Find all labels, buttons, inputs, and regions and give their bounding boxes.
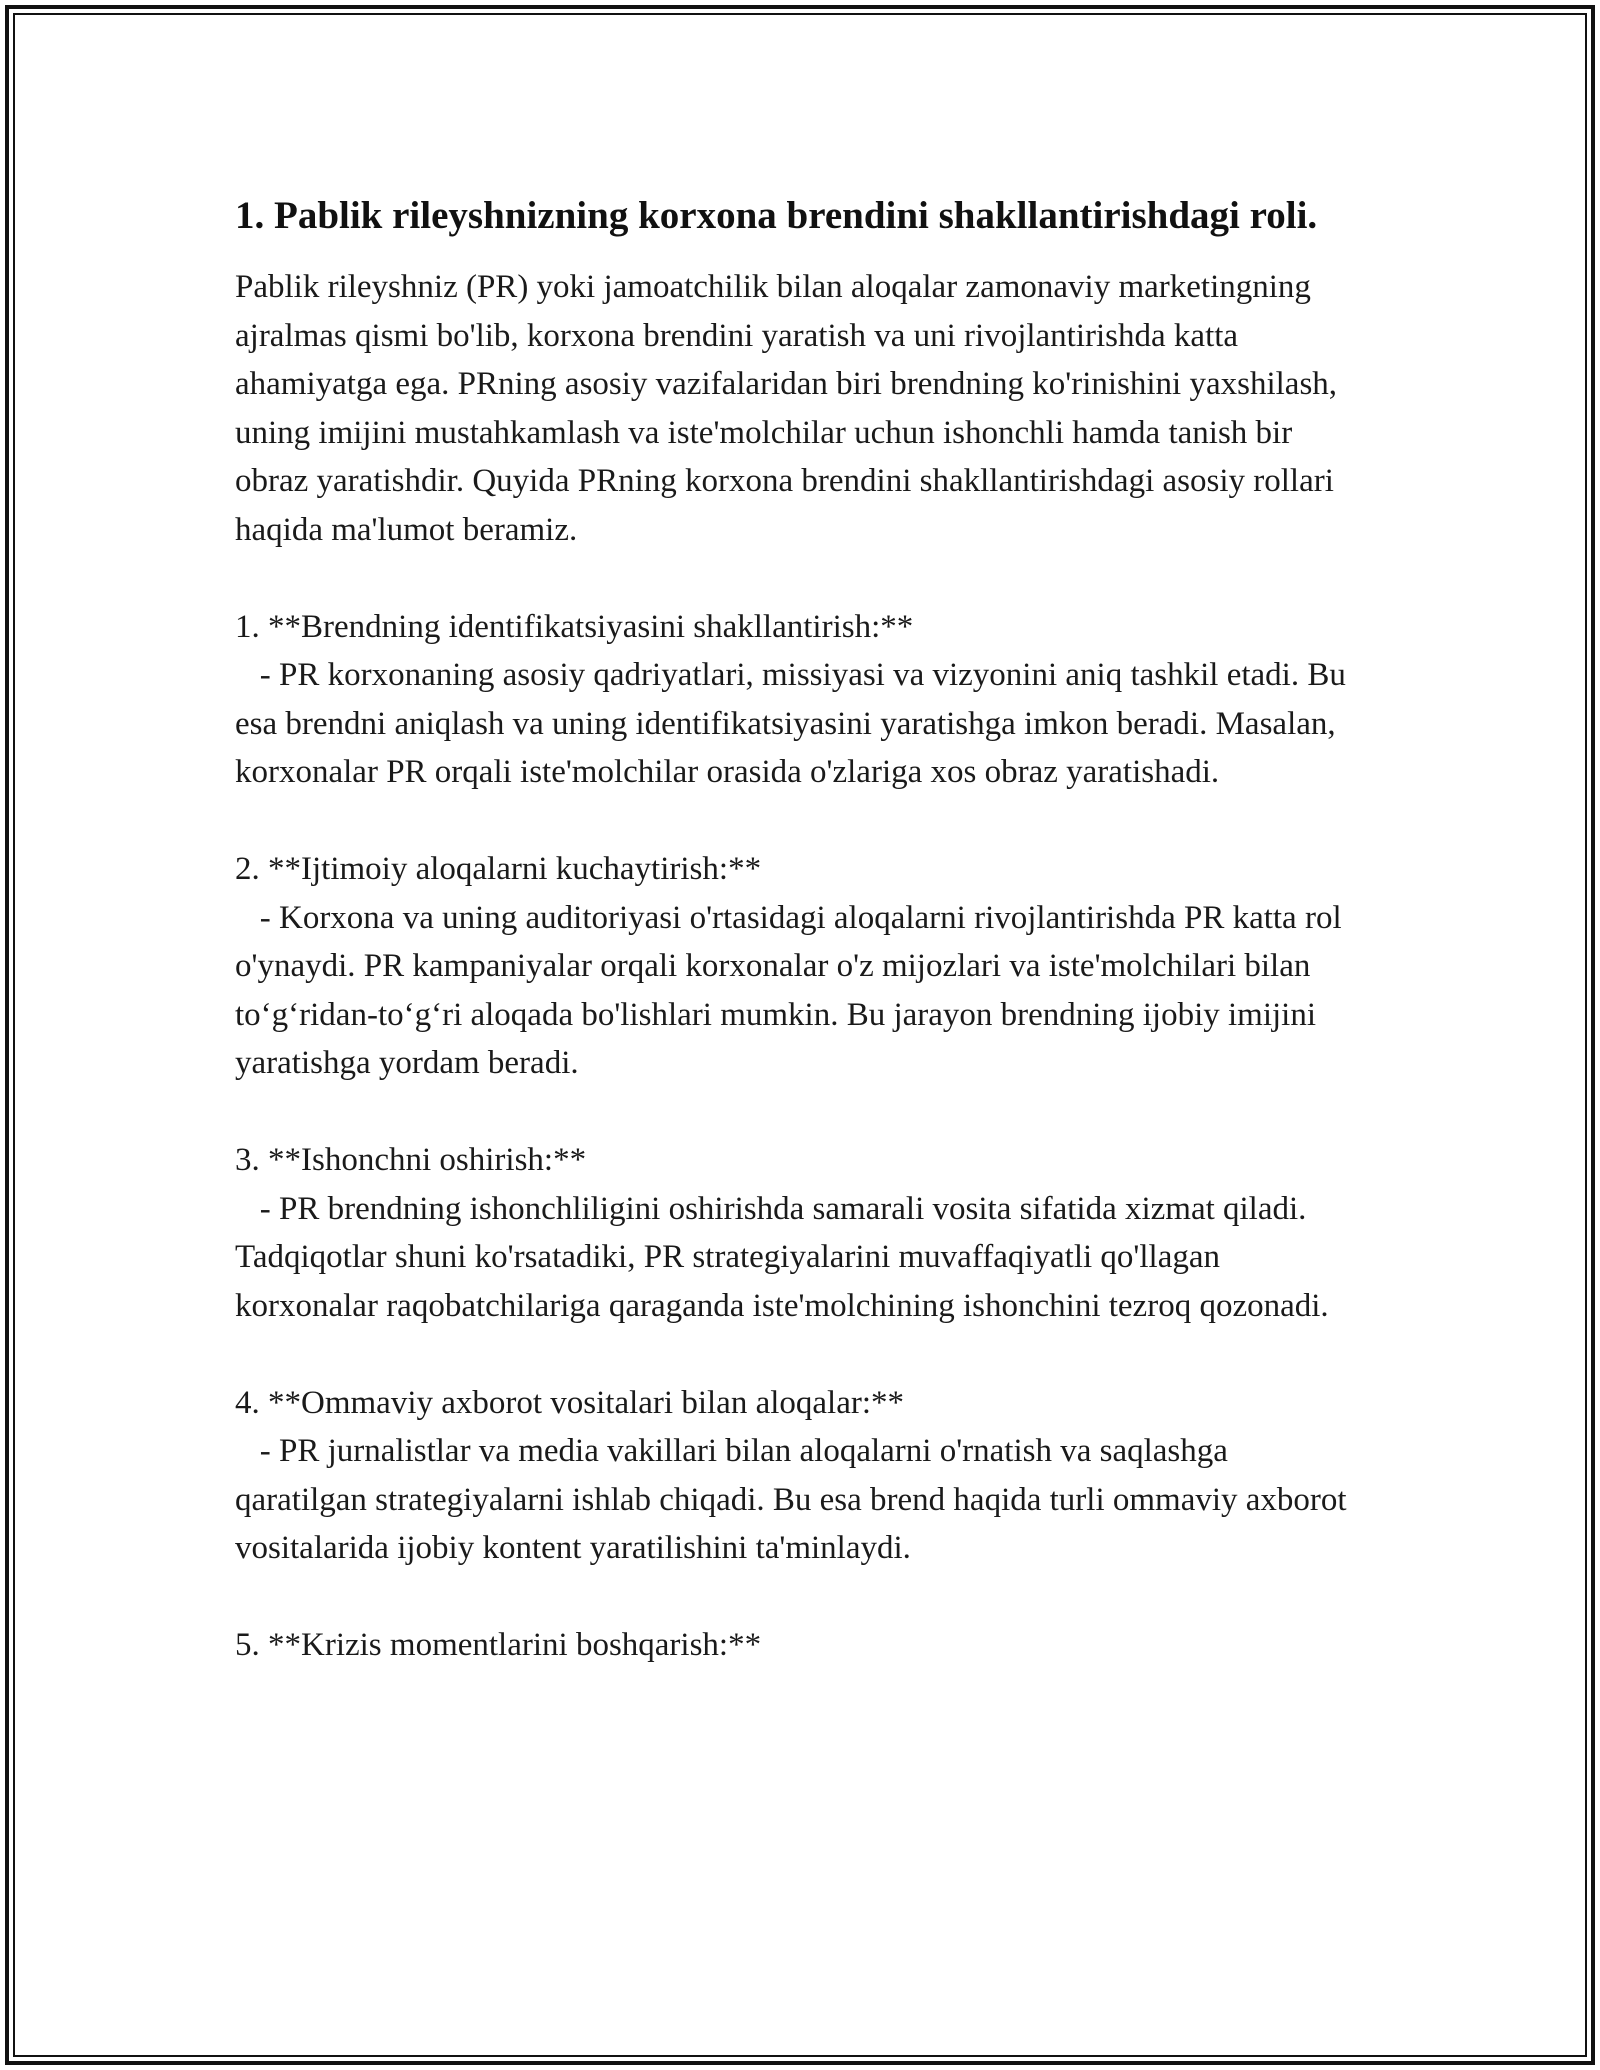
section-2 [235, 845, 1365, 1088]
section-heading: 1. **Brendning identifikatsiyasini shakllantirish:** [235, 608, 914, 645]
section-4 [235, 1379, 1365, 1573]
section-1 [235, 603, 1365, 797]
section-body: - PR korxonaning asosiy qadriyatlari, missiyasi va vizyonini aniq tashkil etadi. Bu esa brendni aniqlash va uning identifikatsiyasini yaratishga imkon beradi. Masalan, korxonalar PR orqali iste'molchilar orasida o'zlariga xos obraz yaratishadi. [235, 657, 1355, 790]
section-heading: 2. **Ijtimoiy aloqalarni kuchaytirish:** [235, 851, 762, 887]
section-heading: 3. **Ishonchni oshirish:** [235, 1142, 587, 1178]
section-body: - Korxona va uning auditoriyasi o'rtasidagi aloqalarni rivojlantirishda PR katta rol o'ynaydi. PR kampaniyalar orqali korxonalar o'z mijozlari va iste'molchilari bilan to‘g‘ridan-to‘g‘ri aloqada bo'lishlari mumkin. Bu jarayon brendning ijobiy imijini yaratishga yordam beradi. [235, 899, 1350, 1081]
document-content [235, 188, 1365, 1670]
section-heading: 4. **Ommaviy axborot vositalari bilan aloqalar:** [235, 1384, 905, 1421]
section-body: - PR jurnalistlar va media vakillari bilan aloqalarni o'rnatish va saqlashga qaratilgan strategiyalarni ishlab chiqadi. Bu esa brend haqida turli ommaviy axborot vositalarida ijobiy kontent yaratilishini ta'minlaydi. [235, 1433, 1355, 1566]
section-heading: 5. **Krizis momentlarini boshqarish:** [235, 1627, 762, 1663]
intro-paragraph: Pablik rileyshniz (PR) yoki jamoatchilik bilan aloqalar zamonaviy marketingning ajralmas qismi bo'lib, korxona brendini yaratish va uni rivojlantirishda katta ahamiyatga ega. PRning asosiy vazifalaridan biri brendning ko'rinishini yaxshilash, uning imijini mustahkamlash va iste'molchilar uchun ishonchli hamda tanish bir obraz yaratishdir. Quyida PRning korxona brendini shakllantirishdagi asosiy rollari haqida ma'lumot beramiz. [235, 269, 1346, 548]
document-title: 1. Pablik rileyshnizning korxona brendini shakllantirishdagi roli. [235, 194, 1318, 237]
section-body: - PR brendning ishonchliligini oshirishda samarali vosita sifatida xizmat qiladi. Tadqiqotlar shuni ko'rsatadiki, PR strategiyalarini muvaffaqiyatli qo'llagan korxonalar raqobatchilariga qaraganda iste'molchining ishonchini tezroq qozonadi. [235, 1190, 1329, 1324]
section-3 [235, 1136, 1365, 1330]
section-5 [235, 1621, 1365, 1670]
